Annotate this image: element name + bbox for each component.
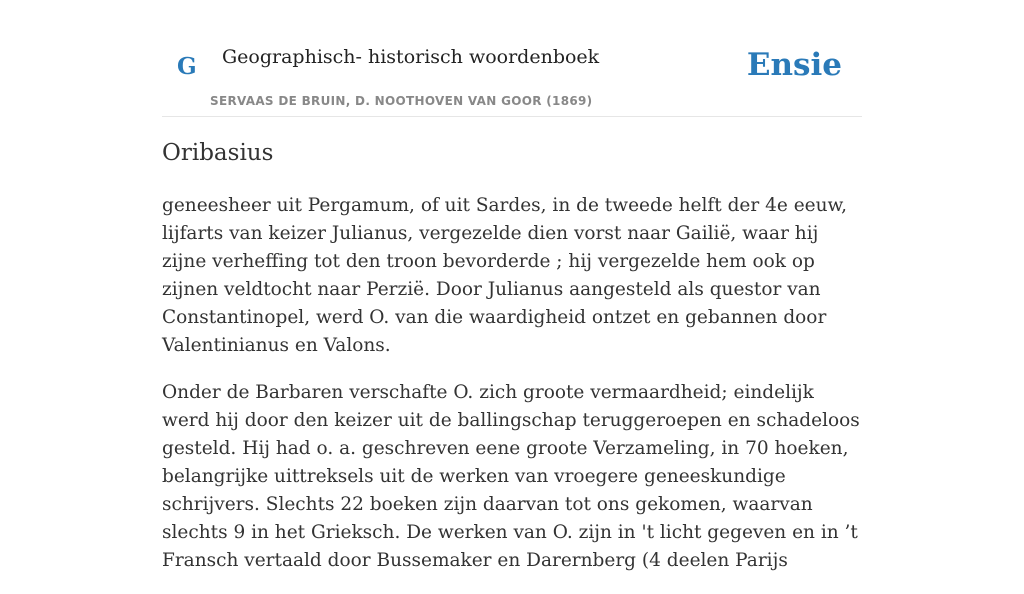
- entry-paragraph: Onder de Barbaren verschafte O. zich groote vermaardheid; eindelijk werd hij door den keizer uit de ballingschap teruggeroepen en schadeloos gesteld. Hij had o. a. geschreven eene groote Verzameling, in 70 hoeken, belangrijke uittreksels uit de werken van vroegere geneeskundige schrijvers. Slechts 22 boeken zijn daarvan tot ons gekomen, waarvan slechts 9 in het Grieksch. De werken van O. zijn in 't licht gegeven en in ’t Fransch vertaald door Bussemaker en Darernberg (4 deelen Parijs: [162, 382, 860, 571]
- entry-title: Oribasius: [162, 140, 274, 166]
- header: [162, 0, 862, 117]
- brand-logo[interactable]: Ensie: [746, 47, 842, 83]
- book-authors: SERVAAS DE BRUIN, D. NOOTHOVEN VAN GOOR (1869): [210, 94, 593, 108]
- entry-body: [162, 192, 862, 594]
- page-container: [162, 0, 862, 571]
- book-title[interactable]: Geographisch- historisch woordenboek: [222, 46, 600, 68]
- book-initial-icon[interactable]: G: [177, 53, 197, 80]
- entry-paragraph: geneesheer uit Pergamum, of uit Sardes, in de tweede helft der 4e eeuw, lijfarts van keizer Julianus, vergezelde dien vorst naar Gailië, waar hij zijne verheffing tot den troon bevorderde ; hij vergezelde hem ook op zijnen veldtocht naar Perzië. Door Julianus aangesteld als questor van Constantinopel, werd O. van die waardigheid ontzet en gebannen door Valentinianus en Valons.: [162, 195, 848, 356]
